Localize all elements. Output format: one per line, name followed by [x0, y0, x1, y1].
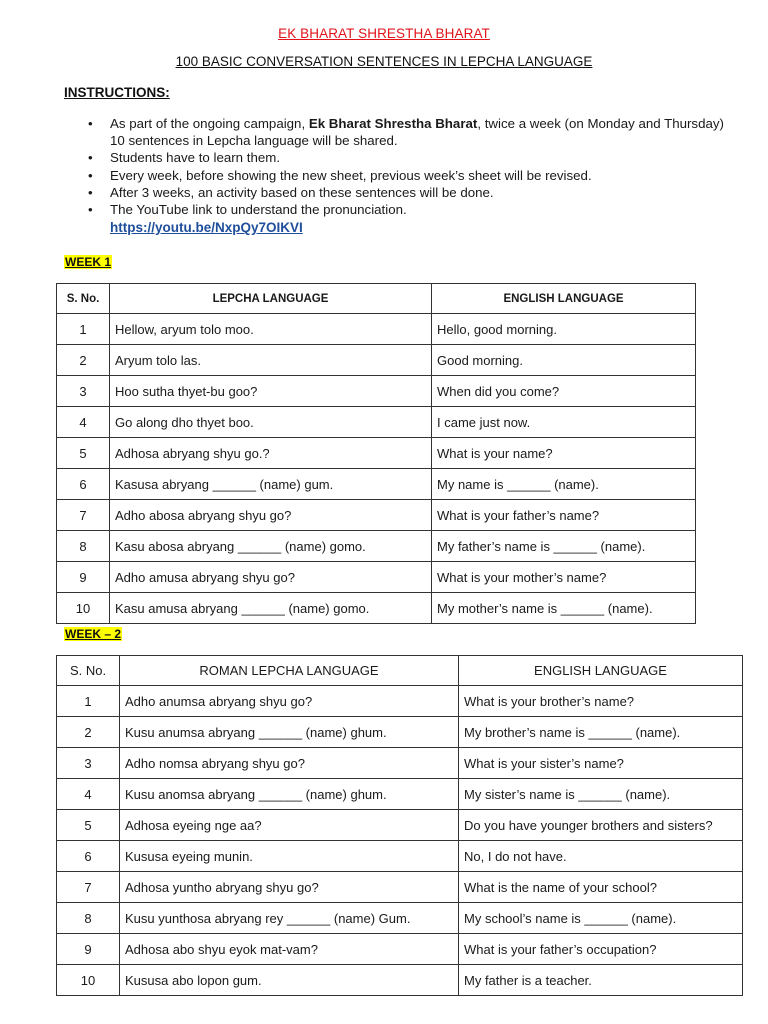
english-cell: When did you come? [432, 376, 696, 407]
sno-cell: 8 [57, 903, 120, 934]
table-row [57, 500, 696, 531]
week-1-table [56, 283, 696, 624]
english-cell: I came just now. [432, 407, 696, 438]
sno-cell: 3 [57, 748, 120, 779]
table-row [57, 345, 696, 376]
english-cell: My father’s name is ______ (name). [432, 531, 696, 562]
table-row [57, 717, 743, 748]
sno-header: S. No. [57, 656, 120, 686]
table-row [57, 934, 743, 965]
table-row [57, 841, 743, 872]
instruction-item: • The YouTube link to understand the pronunciation. https://youtu.be/NxpQy7OIKVI [88, 201, 728, 236]
lepcha-cell: Kasusa abryang ______ (name) gum. [110, 469, 432, 500]
sno-cell: 7 [57, 500, 110, 531]
english-cell: What is your brother’s name? [459, 686, 743, 717]
sno-cell: 8 [57, 531, 110, 562]
english-cell: What is your mother’s name? [432, 562, 696, 593]
english-cell: My mother’s name is ______ (name). [432, 593, 696, 624]
table-row [57, 748, 743, 779]
lepcha-header: ROMAN LEPCHA LANGUAGE [120, 656, 459, 686]
english-cell: What is your sister’s name? [459, 748, 743, 779]
english-cell: My name is ______ (name). [432, 469, 696, 500]
sno-cell: 7 [57, 872, 120, 903]
sno-cell: 1 [57, 686, 120, 717]
english-cell: No, I do not have. [459, 841, 743, 872]
lepcha-cell: Kasu amusa abryang ______ (name) gomo. [110, 593, 432, 624]
table-row [57, 562, 696, 593]
english-cell: What is your name? [432, 438, 696, 469]
lepcha-cell: Adhosa eyeing nge aa? [120, 810, 459, 841]
campaign-name-bold: Ek Bharat Shrestha Bharat [308, 116, 478, 131]
english-cell: My brother’s name is ______ (name). [459, 717, 743, 748]
instruction-item: • As part of the ongoing campaign, Ek Bharat Shrestha Bharat, twice a week (on Monday and Thursday) 10 sentences in Lepcha language will be shared. [88, 115, 728, 149]
lepcha-cell: Kusu anumsa abryang ______ (name) ghum. [120, 717, 459, 748]
lepcha-cell: Adhosa abryang shyu go.? [110, 438, 432, 469]
lepcha-cell: Go along dho thyet boo. [110, 407, 432, 438]
english-cell: My father is a teacher. [459, 965, 743, 996]
table-row [57, 438, 696, 469]
sno-cell: 6 [57, 469, 110, 500]
lepcha-cell: Kusu anomsa abryang ______ (name) ghum. [120, 779, 459, 810]
table-row [57, 531, 696, 562]
sno-cell: 5 [57, 810, 120, 841]
sno-cell: 2 [57, 345, 110, 376]
english-cell: My sister’s name is ______ (name). [459, 779, 743, 810]
sno-header: S. No. [57, 284, 110, 314]
english-cell: My school’s name is ______ (name). [459, 903, 743, 934]
instructions-heading: INSTRUCTIONS: [64, 85, 170, 100]
english-header: ENGLISH LANGUAGE [432, 284, 696, 314]
table-row [57, 965, 743, 996]
english-header: ENGLISH LANGUAGE [459, 656, 743, 686]
sno-cell: 4 [57, 407, 110, 438]
instruction-item: • After 3 weeks, an activity based on these sentences will be done. [88, 184, 728, 201]
english-cell: What is the name of your school? [459, 872, 743, 903]
table-row [57, 593, 696, 624]
table-header-row [57, 656, 743, 686]
week-2-label: WEEK – 2 [65, 627, 122, 641]
lepcha-cell: Kusu yunthosa abryang rey ______ (name) Gum. [120, 903, 459, 934]
instructions-list [88, 115, 728, 236]
sno-cell: 9 [57, 562, 110, 593]
lepcha-cell: Kasu abosa abryang ______ (name) gomo. [110, 531, 432, 562]
week-2-table [56, 655, 743, 996]
table-row [57, 872, 743, 903]
document-subtitle: 100 BASIC CONVERSATION SENTENCES IN LEPCHA LANGUAGE [175, 54, 593, 69]
sno-cell: 6 [57, 841, 120, 872]
sno-cell: 4 [57, 779, 120, 810]
lepcha-cell: Aryum tolo las. [110, 345, 432, 376]
lepcha-cell: Kususa eyeing munin. [120, 841, 459, 872]
sno-cell: 2 [57, 717, 120, 748]
table-row [57, 376, 696, 407]
lepcha-cell: Adhosa yuntho abryang shyu go? [120, 872, 459, 903]
campaign-title: EK BHARAT SHRESTHA BHARAT [278, 26, 490, 41]
lepcha-cell: Adho anumsa abryang shyu go? [120, 686, 459, 717]
lepcha-cell: Adho amusa abryang shyu go? [110, 562, 432, 593]
english-cell: Do you have younger brothers and sisters? [459, 810, 743, 841]
english-cell: Good morning. [432, 345, 696, 376]
lepcha-cell: Hellow, aryum tolo moo. [110, 314, 432, 345]
english-cell: What is your father’s occupation? [459, 934, 743, 965]
table-row [57, 314, 696, 345]
sno-cell: 5 [57, 438, 110, 469]
sno-cell: 1 [57, 314, 110, 345]
instruction-item: • Students have to learn them. [88, 149, 728, 166]
lepcha-cell: Adho nomsa abryang shyu go? [120, 748, 459, 779]
english-cell: What is your father’s name? [432, 500, 696, 531]
table-row [57, 779, 743, 810]
table-row [57, 407, 696, 438]
sno-cell: 9 [57, 934, 120, 965]
lepcha-cell: Adhosa abo shyu eyok mat-vam? [120, 934, 459, 965]
youtube-link[interactable]: https://youtu.be/NxpQy7OIKVI [110, 220, 303, 236]
lepcha-cell: Adho abosa abryang shyu go? [110, 500, 432, 531]
table-row [57, 686, 743, 717]
instruction-item: • Every week, before showing the new sheet, previous week’s sheet will be revised. [88, 167, 728, 184]
lepcha-cell: Hoo sutha thyet-bu goo? [110, 376, 432, 407]
table-row [57, 903, 743, 934]
lepcha-cell: Kususa abo lopon gum. [120, 965, 459, 996]
sno-cell: 10 [57, 965, 120, 996]
table-header-row [57, 284, 696, 314]
sno-cell: 10 [57, 593, 110, 624]
table-row [57, 810, 743, 841]
lepcha-header: LEPCHA LANGUAGE [110, 284, 432, 314]
table-row [57, 469, 696, 500]
english-cell: Hello, good morning. [432, 314, 696, 345]
sno-cell: 3 [57, 376, 110, 407]
week-1-label: WEEK 1 [65, 255, 112, 269]
